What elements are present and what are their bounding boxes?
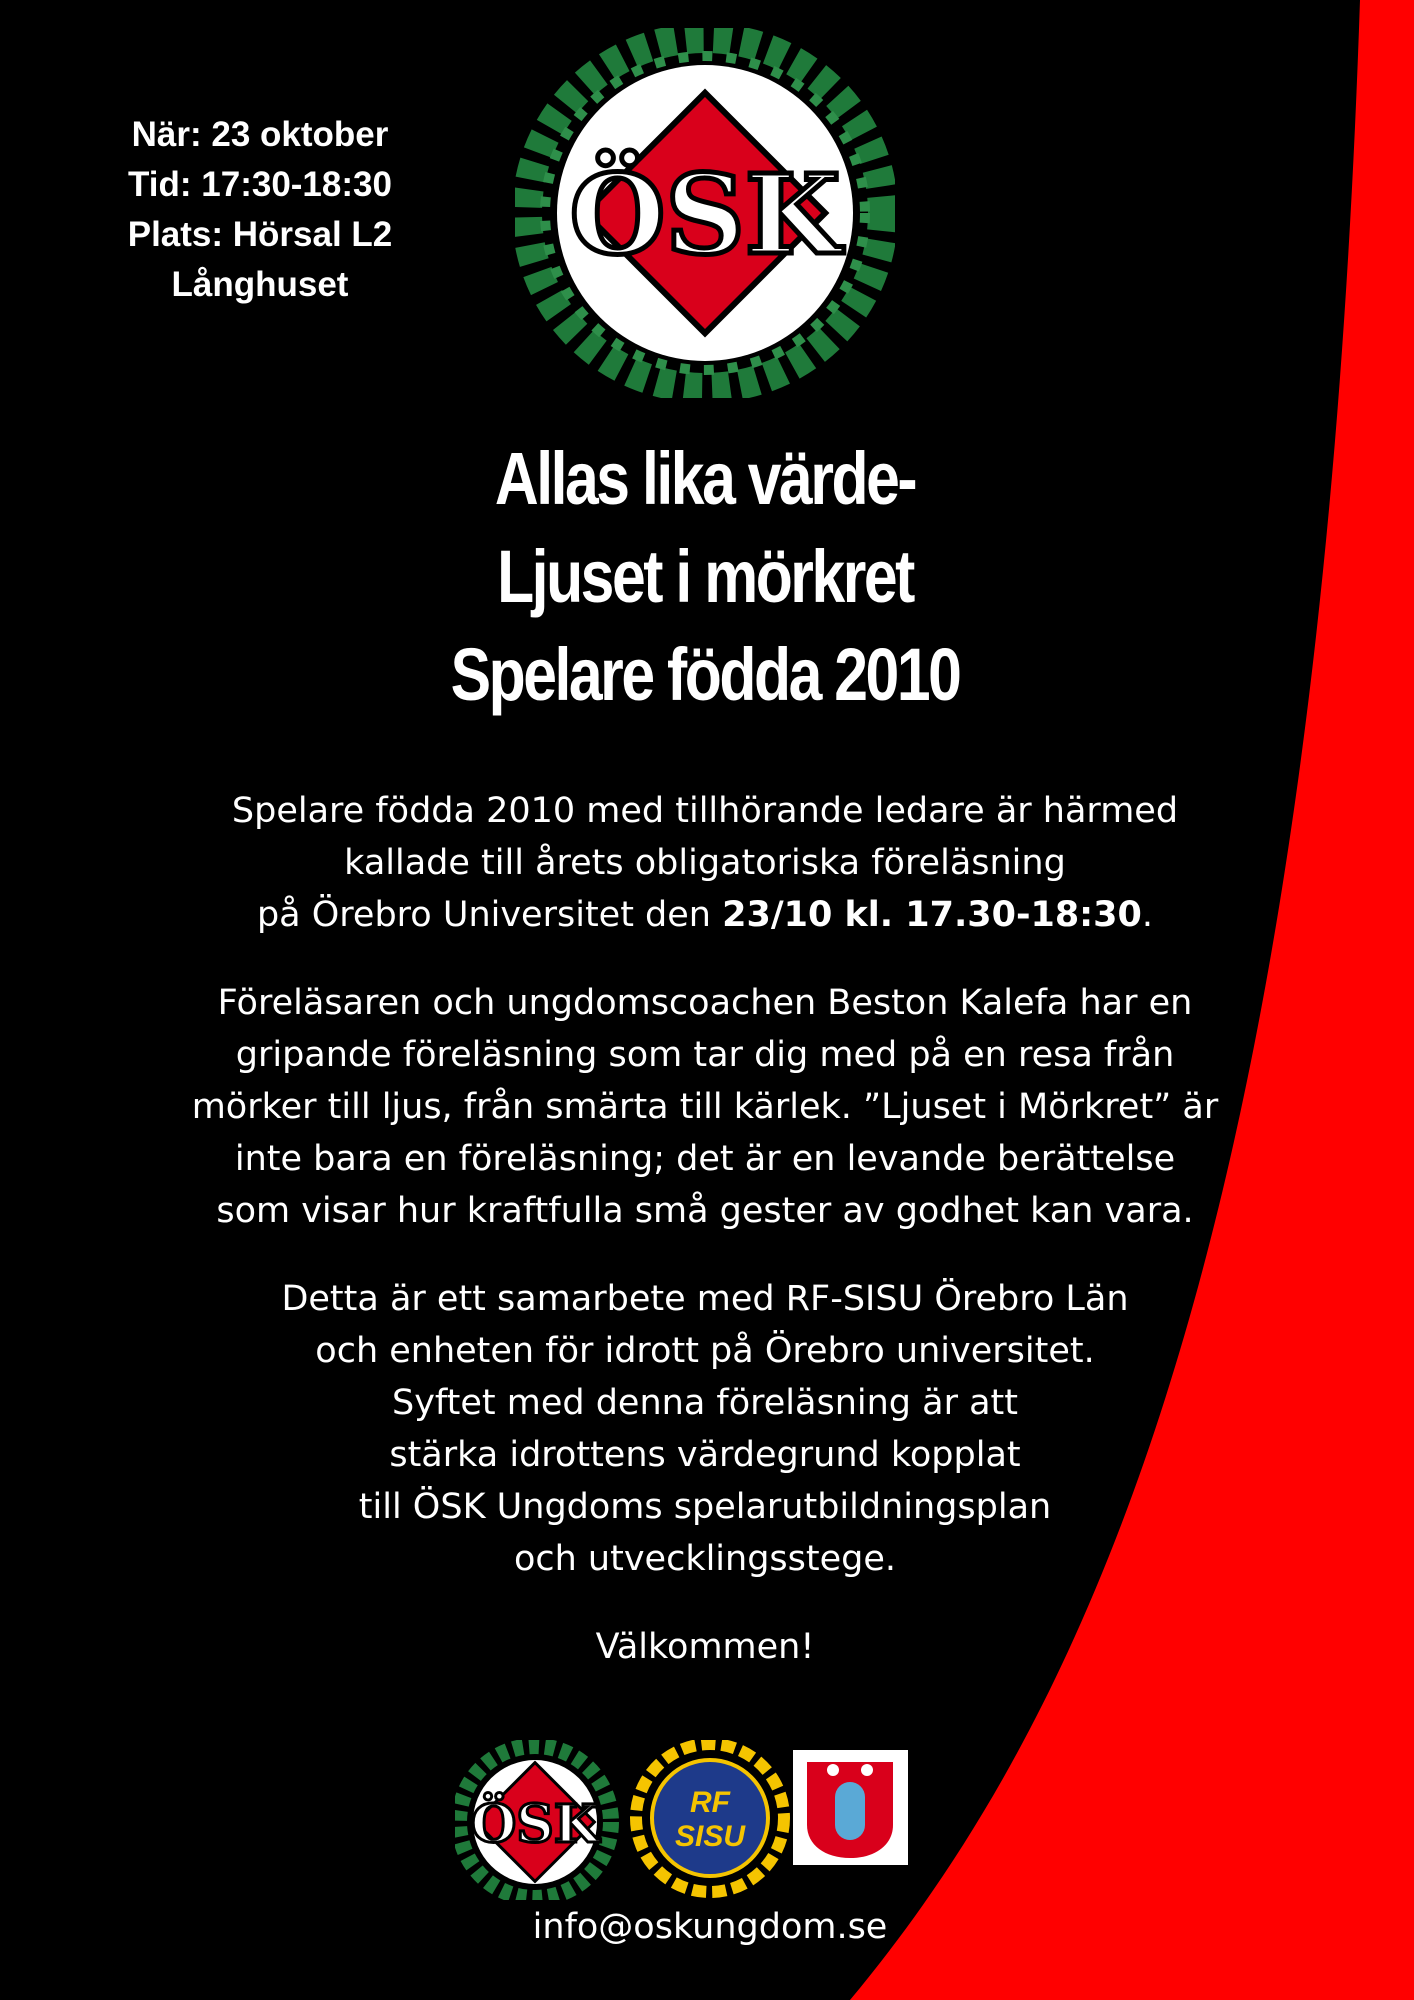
rf-sisu-logo	[636, 1744, 784, 1892]
osk-small-logo	[459, 1746, 611, 1898]
osk-logo	[515, 28, 895, 398]
highlight-datetime: 23/10 kl. 17.30-18:30	[722, 895, 1142, 935]
svg-text:SISU: SISU	[674, 1820, 746, 1853]
contact-email[interactable]: info@oskungdom.se	[532, 1907, 888, 1947]
body-text	[160, 785, 1250, 1709]
orebro-university-logo	[793, 1750, 908, 1865]
event-title	[373, 430, 1037, 724]
svg-text:ÖSK: ÖSK	[470, 1794, 600, 1855]
event-place-building: Långhuset	[171, 265, 349, 304]
title-line-2: Ljuset i mörkret	[497, 535, 913, 618]
title-line-3: Spelare födda 2010	[450, 633, 960, 716]
event-time: Tid: 17:30-18:30	[128, 165, 392, 204]
partner-logos	[455, 1740, 915, 1900]
title-line-1: Allas lika värde-	[494, 437, 916, 520]
paragraph-invitation: Spelare födda 2010 med tillhörande ledare är härmed kallade till årets obligatoriska föreläsning på Örebro Universitet den 23/10 kl. 17.30-18:30.	[231, 791, 1179, 935]
event-date: När: 23 oktober	[131, 115, 389, 154]
paragraph-lecture: Föreläsaren och ungdomscoachen Beston Kalefa har en gripande föreläsning som tar dig med på en resa från mörker till ljus, från smärta till kärlek. ”Ljuset i Mörkret” är inte bara en föreläsning; det är en levande berättelse som visar hur kraftfulla små gester av godhet kan vara.	[191, 983, 1219, 1231]
welcome-text: Välkommen!	[595, 1627, 815, 1667]
svg-text:RF: RF	[690, 1786, 730, 1819]
paragraph-collaboration: Detta är ett samarbete med RF-SISU Örebro Län och enheten för idrott på Örebro universitet. Syftet med denna föreläsning är att stärka idrottens värdegrund kopplat till ÖSK Ungdoms spelarutbildningsplan och utvecklingsstege.	[281, 1279, 1129, 1579]
event-place: Plats: Hörsal L2	[127, 215, 393, 254]
osk-logo-text: ÖSK	[569, 150, 841, 279]
event-info	[60, 110, 460, 310]
